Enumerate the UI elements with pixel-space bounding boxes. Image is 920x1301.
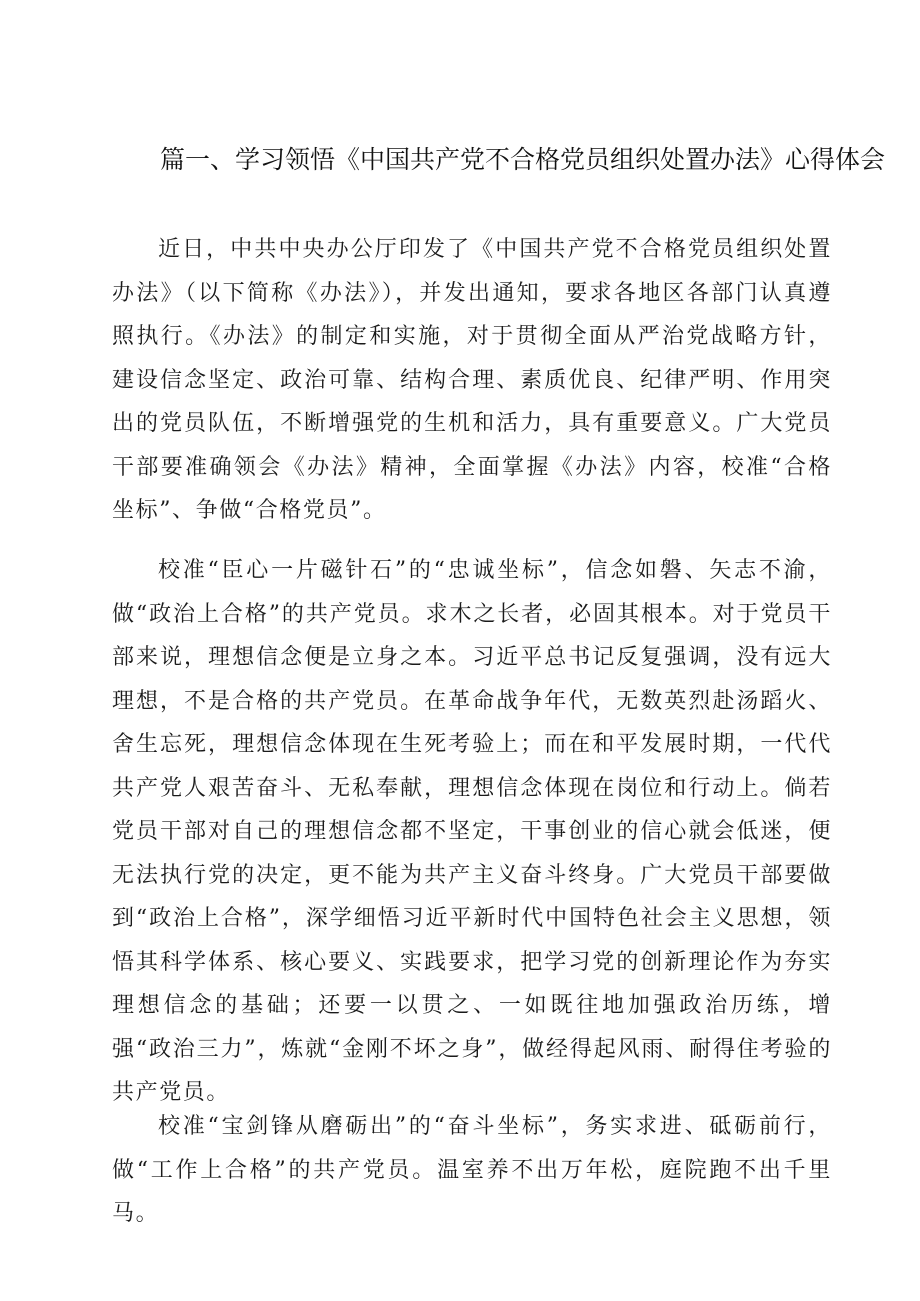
paragraph-struggle-coordinate: 校准“宝剑锋从磨砺出”的“奋斗坐标”，务实求进、砥砺前行，做“工作上合格”的共产党员。温室养不出万年松，庭院跑不出千里马。	[112, 1114, 832, 1226]
paragraph-intro: 近日，中共中央办公厅印发了《中国共产党不合格党员组织处置办法》（以下简称《办法》），并发出通知，要求各地区各部门认真遵照执行。《办法》的制定和实施，对于贯彻全面从严治党战略方针，建设信念坚定、政治可靠、结构合理、素质优良、纪律严明、作用突出的党员队伍，不断增强党的生机和活力，具有重要意义。广大党员干部要准确领会《办法》精神，全面掌握《办法》内容，校准“合格坐标”、争做“合格党员”。	[112, 237, 832, 523]
paragraph-loyalty-coordinate: 校准“臣心一片磁针石”的“忠诚坐标”，信念如磐、矢志不渝，做“政治上合格”的共产党员。求木之长者，必固其根本。对于党员干部来说，理想信念便是立身之本。习近平总书记反复强调，没有远大理想，不是合格的共产党员。在革命战争年代，无数英烈赴汤蹈火、舍生忘死，理想信念体现在生死考验上；而在和平发展时期，一代代共产党人艰苦奋斗、无私奉献，理想信念体现在岗位和行动上。倘若党员干部对自己的理想信念都不坚定，干事创业的信心就会低迷，便无法执行党的决定，更不能为共产主义奋斗终身。广大党员干部要做到“政治上合格”，深学细悟习近平新时代中国特色社会主义思想，领悟其科学体系、核心要义、实践要求，把学习党的创新理论作为夯实理想信念的基础；还要一以贯之、一如既往地加强政治历练，增强“政治三力”，炼就“金刚不坏之身”，做经得起风雨、耐得住考验的共产党员。	[112, 558, 832, 1105]
document-title: 篇一、学习领悟《中国共产党不合格党员组织处置办法》心得体会	[160, 145, 886, 174]
